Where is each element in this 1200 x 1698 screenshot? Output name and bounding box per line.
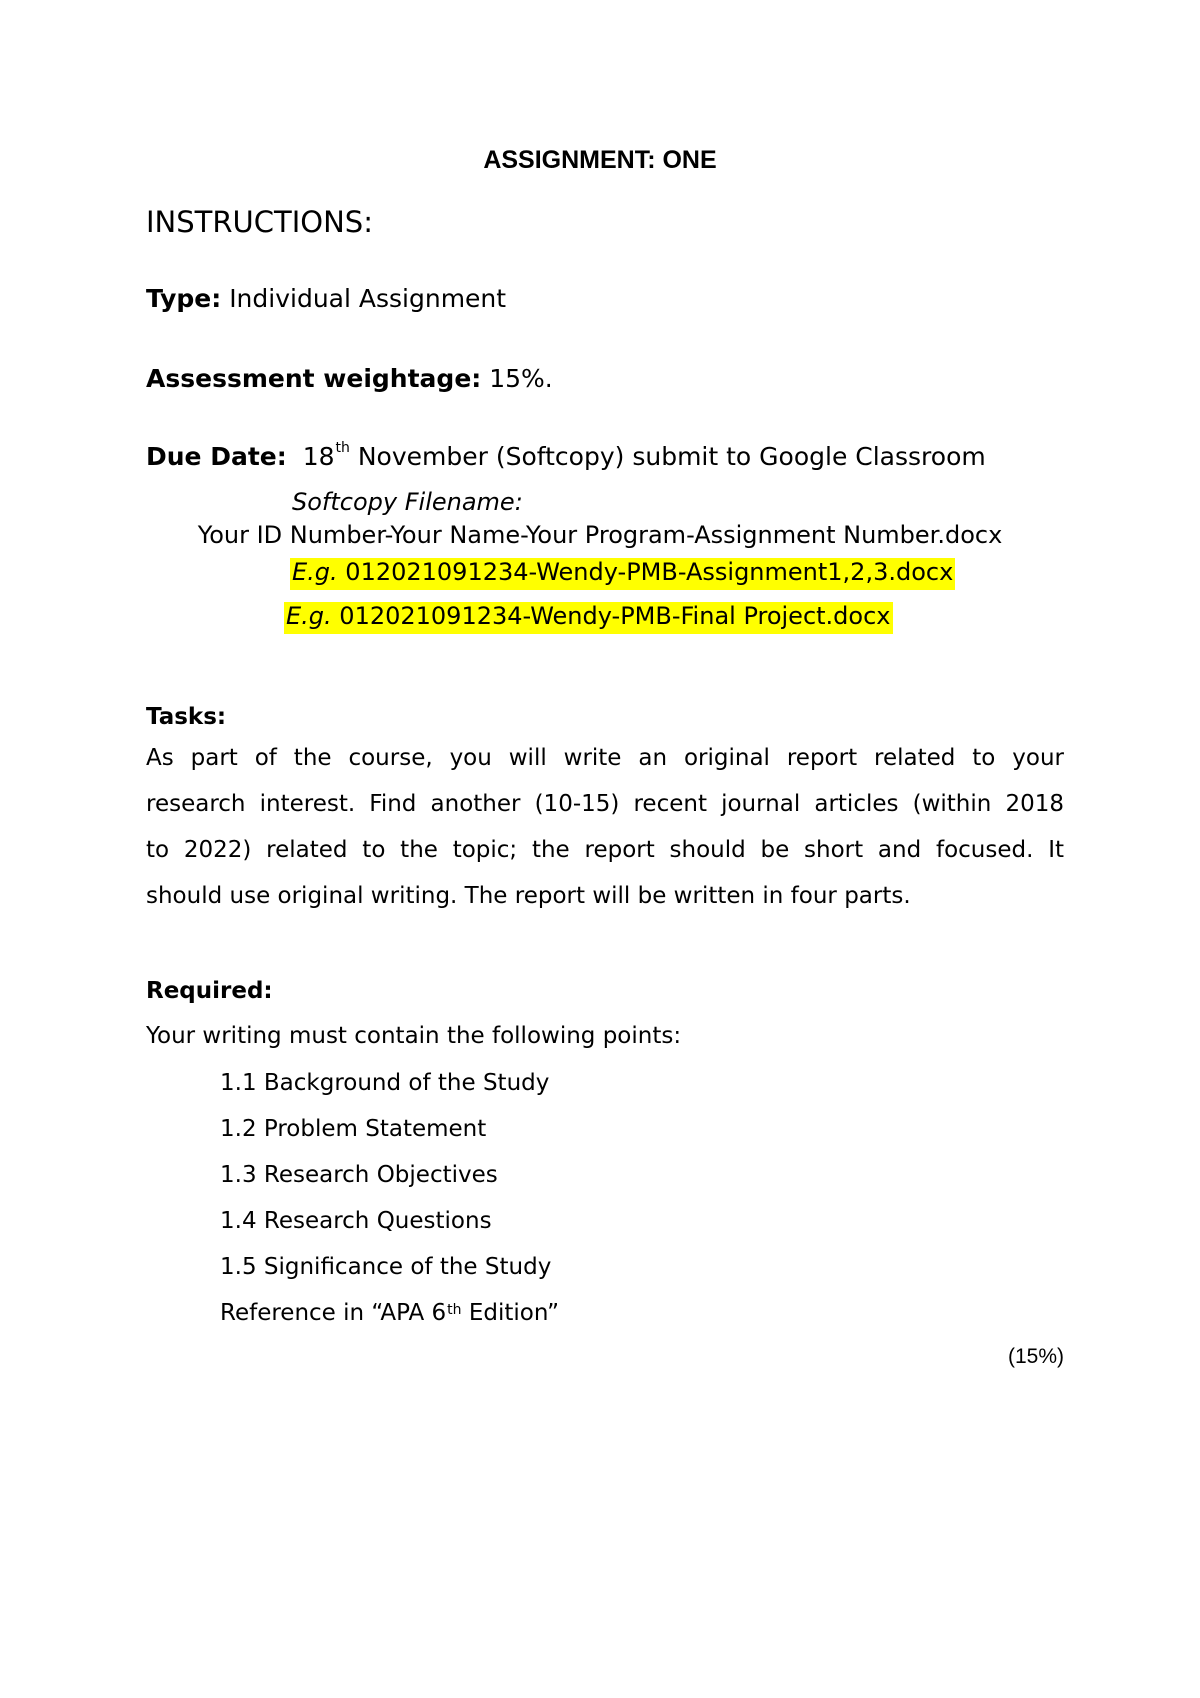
example-text: 012021091234-Wendy-PMB-Assignment1,2,3.docx [345,558,954,586]
instructions-heading: INSTRUCTIONS: [146,205,373,239]
list-item: 1.2 Problem Statement [220,1116,487,1142]
example-prefix: E.g. [292,558,338,586]
due-date-suffix: th [335,440,350,456]
example-prefix: E.g. [286,602,332,630]
tasks-paragraph [146,735,1064,919]
type-label: Type: [146,284,222,313]
list-item: 1.3 Research Objectives [220,1162,498,1188]
tasks-line: research interest. Find another (10-15) recent journal articles (within 2018 [146,791,1064,817]
due-date-label: Due Date: [146,442,287,471]
reference-prefix: Reference in “APA 6 [220,1300,447,1326]
filename-example-1 [290,558,955,590]
tasks-line: to 2022) related to the topic; the report should be short and focused. It [146,837,1064,863]
type-value: Individual Assignment [229,284,507,313]
example-text: 012021091234-Wendy-PMB-Final Project.docx [339,602,891,630]
reference-suffix: th [447,1302,462,1318]
weightage-field [146,366,553,391]
filename-example-2 [284,602,893,634]
due-date-day: 18 [302,442,335,471]
list-item: 1.4 Research Questions [220,1208,492,1234]
required-intro: Your writing must contain the following points: [146,1023,682,1049]
weightage-label: Assessment weightage: [146,364,482,393]
reference-item [220,1290,559,1336]
due-date-field [146,440,986,471]
weightage-value: 15%. [489,364,553,393]
list-item: 1.1 Background of the Study [220,1070,550,1096]
tasks-line: should use original writing. The report will be written in four parts. [146,883,911,909]
list-item: 1.5 Significance of the Study [220,1254,552,1280]
tasks-heading: Tasks: [146,704,227,730]
required-heading: Required: [146,978,273,1004]
filename-pattern: Your ID Number-Your Name-Your Program-Assignment Number.docx [197,521,1003,549]
reference-rest: Edition” [461,1300,560,1326]
due-date-rest: November (Softcopy) submit to Google Classroom [357,442,986,471]
marks-percentage: (15%) [1007,1345,1064,1368]
tasks-line: As part of the course, you will write an original report related to your [146,745,1064,771]
page-title: ASSIGNMENT: ONE [483,146,717,174]
required-points-list [220,1060,559,1336]
filename-label: Softcopy Filename: [292,488,523,516]
type-field [146,286,506,311]
